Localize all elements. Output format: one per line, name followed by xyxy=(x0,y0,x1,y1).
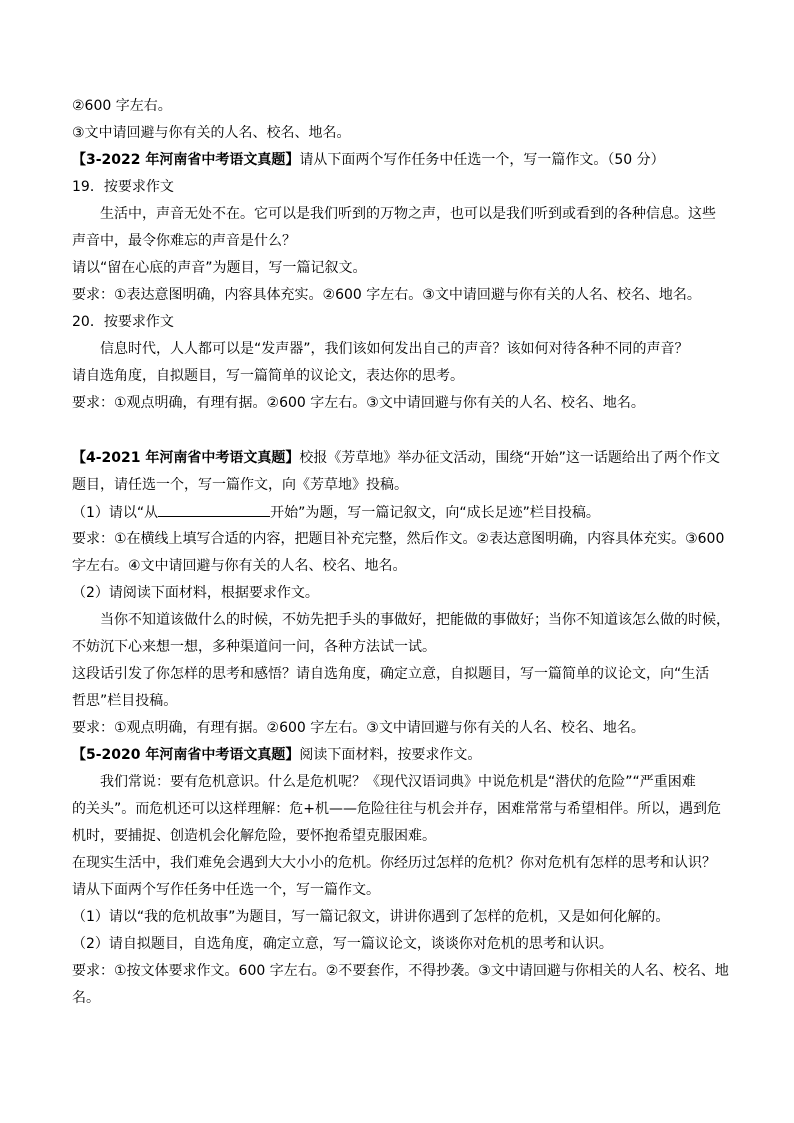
paragraph-line: 生活中，声音无处不在。它可以是我们听到的万物之声，也可以是我们听到或看到的各种信息。这些 xyxy=(100,206,716,222)
question-19-title: 19．按要求作文 xyxy=(72,179,174,195)
requirement-line: 要求：①观点明确，有理有据。②600 字左右。③文中请回避与你有关的人名、校名、地名。 xyxy=(72,395,645,411)
section-5-instruction: 阅读下面材料，按要求作文。 xyxy=(299,747,482,763)
paragraph-line: 当你不知道该做什么的时候，不妨先把手头的事做好，把能做的事做好；当你不知道该怎么做的时候， xyxy=(100,612,730,628)
section-3-heading xyxy=(72,150,665,170)
task-1-suffix: 开始”为题，写一篇记叙文，向“成长足迹”栏目投稿。 xyxy=(270,505,600,521)
paragraph-line: 哲思”栏目投稿。 xyxy=(72,693,178,709)
requirement-line: 名。 xyxy=(72,990,100,1006)
paragraph-line: 这段话引发了你怎样的思考和感悟？请自选角度，确定立意，自拟题目，写一篇简单的议论文，向“生活 xyxy=(72,666,710,682)
paragraph-line: 机时，要捕捉、创造机会化解危险，要怀抱希望克服困难。 xyxy=(72,828,436,844)
paragraph-line: 在现实生活中，我们难免会遇到大大小小的危机。你经历过怎样的危机？你对危机有怎样的思考和认识？ xyxy=(72,855,716,871)
paragraph-line: 请自选角度，自拟题目，写一篇简单的议论文，表达你的思考。 xyxy=(72,368,464,384)
requirement-line: 要求：①表达意图明确，内容具体充实。②600 字左右。③文中请回避与你有关的人名、校名、地名。 xyxy=(72,287,701,303)
section-3-instruction: 请从下面两个写作任务中任选一个，写一篇作文。（50 分） xyxy=(299,152,665,168)
paragraph-line: 请从下面两个写作任务中任选一个，写一篇作文。 xyxy=(72,882,380,898)
requirement-line: 要求：①观点明确，有理有据。②600 字左右。③文中请回避与你有关的人名、校名、地名。 xyxy=(72,720,645,736)
paragraph-line: 不妨沉下心来想一想，多种渠道问一问，各种方法试一试。 xyxy=(72,639,436,655)
section-5-heading xyxy=(72,745,481,765)
requirement-line: 要求：①在横线上填写合适的内容，把题目补充完整，然后作文。②表达意图明确，内容具体充实。③600 xyxy=(72,531,725,547)
requirement-line: ③文中请回避与你有关的人名、校名、地名。 xyxy=(72,125,351,141)
section-4-instruction: 校报《芳草地》举办征文活动，围绕“开始”这一话题给出了两个作文 xyxy=(299,450,720,466)
paragraph-line: 声音中，最令你难忘的声音是什么？ xyxy=(72,233,296,249)
task-2-line: （2）请阅读下面材料，根据要求作文。 xyxy=(72,585,319,601)
paragraph-line: 请以“留在心底的声音”为题目，写一篇记叙文。 xyxy=(72,260,367,276)
section-5-source: 【5-2020 年河南省中考语文真题】 xyxy=(72,747,300,763)
section-4-heading xyxy=(72,448,720,468)
requirement-line: ②600 字左右。 xyxy=(72,98,172,114)
requirement-line: 字左右。④文中请回避与你有关的人名、校名、地名。 xyxy=(72,558,407,574)
task-1-prefix: （1）请以“从 xyxy=(72,505,159,521)
paragraph-line: 信息时代，人人都可以是“发声器”，我们该如何发出自己的声音？该如何对待各种不同的声音？ xyxy=(100,341,689,357)
task-1-line xyxy=(72,502,600,523)
paragraph-line: 题目，请任选一个，写一篇作文，向《芳草地》投稿。 xyxy=(72,477,408,493)
paragraph-line: 我们常说：要有危机意识。什么是危机呢？《现代汉语词典》中说危机是“潜伏的危险”“严重困难 xyxy=(100,774,696,790)
fill-in-blank xyxy=(158,502,270,517)
task-2-line: （2）请自拟题目，自选角度，确定立意，写一篇议论文，谈谈你对危机的思考和认识。 xyxy=(72,936,613,952)
section-4-source: 【4-2021 年河南省中考语文真题】 xyxy=(72,450,300,466)
question-20-title: 20．按要求作文 xyxy=(72,314,174,330)
paragraph-line: 的关头”。而危机还可以这样理解：危+机——危险往往与机会并存，困难常常与希望相伴。所以，遇到危 xyxy=(72,801,721,817)
task-1-line: （1）请以“我的危机故事”为题目，写一篇记叙文，讲讲你遇到了怎样的危机，又是如何化解的。 xyxy=(72,909,670,925)
requirement-line: 要求：①按文体要求作文。600 字左右。②不要套作，不得抄袭。③文中请回避与你相关的人名、校名、地 xyxy=(72,963,729,979)
section-3-source: 【3-2022 年河南省中考语文真题】 xyxy=(72,152,300,168)
